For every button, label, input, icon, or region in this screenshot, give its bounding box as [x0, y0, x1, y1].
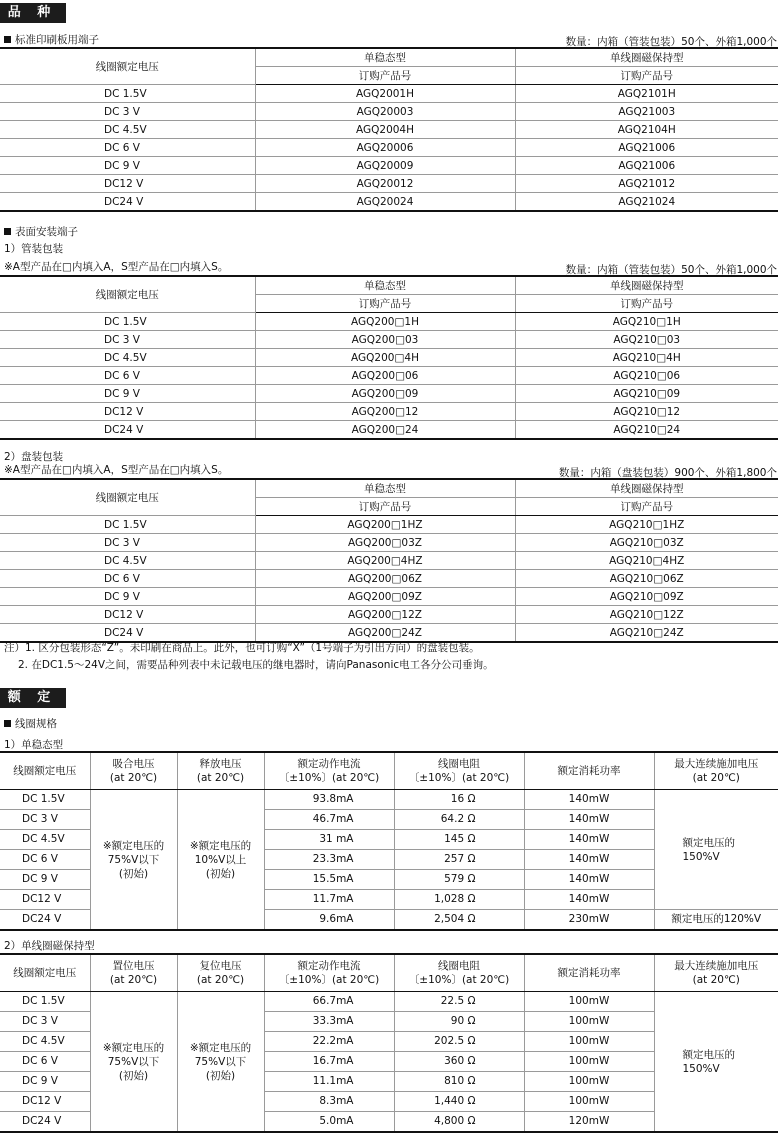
- current-cell: 46.7mA: [264, 810, 394, 830]
- table-row: [0, 175, 778, 193]
- power-cell: 140mW: [524, 830, 654, 850]
- table-row: [0, 570, 778, 588]
- header-text: 吸合电压: [112, 758, 155, 770]
- voltage-cell: DC12 V: [0, 606, 255, 624]
- single-order-cell: AGQ20012: [255, 175, 515, 193]
- current-cell: 16.7mA: [264, 1052, 394, 1072]
- single-order-cell: AGQ200□4H: [255, 349, 515, 367]
- power-cell: 100mW: [524, 1032, 654, 1052]
- resistance-cell: 145 Ω: [394, 830, 524, 850]
- dropout-voltage-cell-line: (初始): [205, 867, 236, 880]
- table-row: [0, 421, 778, 440]
- column-header: [394, 752, 524, 790]
- table-row: [0, 85, 778, 103]
- max-voltage-cell: [654, 790, 778, 910]
- current-cell: 11.7mA: [264, 890, 394, 910]
- power-cell: 140mW: [524, 790, 654, 810]
- quantity-note-3: 数量：内箱（盘装包装）900个、外箱1,800个: [558, 467, 777, 479]
- resistance-cell: 90 Ω: [394, 1012, 524, 1032]
- column-header: [0, 954, 90, 992]
- header-text: 额定消耗功率: [557, 765, 621, 777]
- resistance-cell: 1,028 Ω: [394, 890, 524, 910]
- current-cell: 15.5mA: [264, 870, 394, 890]
- resistance-cell: 64.2 Ω: [394, 810, 524, 830]
- power-cell: 140mW: [524, 890, 654, 910]
- voltage-cell: DC 3 V: [0, 103, 255, 121]
- table-row: [0, 588, 778, 606]
- resistance-cell: 202.5 Ω: [394, 1032, 524, 1052]
- single-order-cell: AGQ200□09: [255, 385, 515, 403]
- pickup-voltage-cell-line: (初始): [118, 1069, 149, 1082]
- tube-package-title: 1）管装包装: [4, 243, 64, 255]
- header-coil-voltage: 线圈额定电压: [0, 479, 255, 516]
- latch-order-cell: AGQ210□12Z: [515, 606, 778, 624]
- voltage-cell: DC 3 V: [0, 1012, 90, 1032]
- max-voltage-cell-line: 150%V: [682, 850, 720, 863]
- latch-order-cell: AGQ210□03Z: [515, 534, 778, 552]
- column-header: [0, 752, 90, 790]
- header-coil-voltage: 线圈额定电压: [0, 276, 255, 313]
- pickup-voltage-cell-line: ※额定电压的: [102, 839, 165, 852]
- header-text: (at 20℃): [109, 974, 158, 986]
- pickup-voltage-cell-line: 75%V以下: [107, 1055, 160, 1068]
- latch-order-cell: AGQ21003: [515, 103, 778, 121]
- section-title-ratings: 额 定: [0, 688, 64, 708]
- latch-order-cell: AGQ210□24Z: [515, 624, 778, 643]
- header-latching: 单线圈磁保持型: [515, 276, 778, 295]
- header-text: 置位电压: [112, 960, 155, 972]
- header-latching: 单线圈磁保持型: [515, 48, 778, 67]
- single-order-cell: AGQ200□12Z: [255, 606, 515, 624]
- latch-order-cell: AGQ21006: [515, 157, 778, 175]
- section-title-varieties: 品 种: [0, 3, 64, 23]
- voltage-cell: DC 1.5V: [0, 313, 255, 331]
- table-row: [0, 552, 778, 570]
- voltage-cell: DC24 V: [104, 423, 144, 436]
- header-text: 线圈电阻: [438, 960, 480, 972]
- header-order-no: 订购产品号: [515, 295, 778, 313]
- resistance-cell: 1,440 Ω: [394, 1092, 524, 1112]
- header-text: (at 20℃): [692, 974, 740, 986]
- latch-order-cell: AGQ210□1HZ: [515, 516, 778, 534]
- table-row: [0, 139, 778, 157]
- header-text: (at 20℃): [196, 772, 245, 784]
- resistance-cell: 16 Ω: [394, 790, 524, 810]
- quantity-note-2: 数量：内箱（管装包装）50个、外箱1,000个: [565, 264, 777, 276]
- table-row: [0, 606, 778, 624]
- column-header: [394, 954, 524, 992]
- latch-order-cell: AGQ210□06Z: [515, 570, 778, 588]
- latch-order-cell: AGQ210□09: [515, 385, 778, 403]
- power-cell: 140mW: [524, 810, 654, 830]
- max-voltage-cell-line: 150%V: [682, 1062, 720, 1075]
- header-single-stable: 单稳态型: [255, 276, 515, 295]
- column-header: [524, 954, 654, 992]
- max-voltage-cell: 额定电压的120%V: [654, 910, 778, 931]
- current-cell: 9.6mA: [264, 910, 394, 931]
- resistance-cell: 2,504 Ω: [394, 910, 524, 931]
- single-order-cell: AGQ2001H: [255, 85, 515, 103]
- header-text: 〔±10%〕(at 20℃): [408, 974, 510, 986]
- single-order-cell: AGQ20006: [255, 139, 515, 157]
- pickup-voltage-cell: [90, 992, 177, 1133]
- voltage-cell: DC24 V: [22, 1115, 62, 1127]
- power-cell: 100mW: [524, 1012, 654, 1032]
- reel-package-title: 2）盘装包装: [4, 451, 64, 463]
- pickup-voltage-cell-line: ※额定电压的: [102, 1041, 165, 1054]
- subtitle-smt-terminal: 表面安装端子: [4, 224, 78, 239]
- voltage-cell: DC 6 V: [0, 367, 255, 385]
- header-order-no: 订购产品号: [515, 498, 778, 516]
- voltage-cell: DC 4.5V: [0, 830, 90, 850]
- voltage-cell: DC 9 V: [0, 385, 255, 403]
- table-row: [0, 385, 778, 403]
- current-cell: 22.2mA: [264, 1032, 394, 1052]
- voltage-cell: DC12 V: [0, 890, 90, 910]
- current-cell: 93.8mA: [264, 790, 394, 810]
- column-header: [90, 752, 177, 790]
- current-cell: 23.3mA: [264, 850, 394, 870]
- power-cell: 100mW: [524, 1052, 654, 1072]
- header-text: 额定消耗功率: [557, 967, 621, 979]
- header-order-no: 订购产品号: [255, 67, 515, 85]
- power-cell: 140mW: [524, 870, 654, 890]
- latch-order-cell: AGQ210□09Z: [515, 588, 778, 606]
- table-row: [0, 103, 778, 121]
- power-cell: 100mW: [524, 1072, 654, 1092]
- resistance-cell: 22.5 Ω: [394, 992, 524, 1012]
- footnote-2: 2. 在DC1.5～24V之间，需要品种列表中未记载电压的继电器时，请向Panasonic电工各分公司垂询。: [18, 659, 494, 671]
- latch-order-cell: AGQ2101H: [515, 85, 778, 103]
- column-header: [524, 752, 654, 790]
- voltage-cell: DC 3 V: [0, 810, 90, 830]
- voltage-cell: DC 1.5V: [0, 516, 255, 534]
- footnote-1: 注）1. 区分包装形态“Z”。未印刷在商品上。此外，也可订购“X”（1号端子为引出方向）的盘装包装。: [4, 642, 480, 654]
- current-cell: 33.3mA: [264, 1012, 394, 1032]
- single-order-cell: AGQ200□06: [255, 367, 515, 385]
- tube-package-note: ※A型产品在□内填入A，S型产品在□内填入S。: [4, 261, 229, 273]
- voltage-cell: DC 4.5V: [0, 349, 255, 367]
- latch-order-cell: AGQ21006: [515, 139, 778, 157]
- subtitle-pcb-terminal: 标准印刷板用端子: [4, 32, 99, 47]
- voltage-cell: DC24 V: [22, 913, 62, 925]
- max-voltage-cell: [654, 992, 778, 1133]
- latch-order-cell: AGQ21024: [515, 193, 778, 212]
- header-text: (at 20℃): [692, 772, 740, 784]
- header-text: 〔±10%〕(at 20℃): [408, 772, 510, 784]
- table-latching-coil: [0, 953, 778, 1133]
- voltage-cell: DC24 V: [104, 195, 144, 208]
- dropout-voltage-cell-line: (初始): [205, 1069, 236, 1082]
- header-text: 复位电压: [199, 960, 242, 972]
- single-stable-title: 1）单稳态型: [4, 739, 64, 751]
- pickup-voltage-cell-line: 75%V以下: [107, 853, 160, 866]
- max-voltage-cell-line: 额定电压的: [682, 836, 735, 849]
- voltage-cell: DC 1.5V: [0, 992, 90, 1012]
- table-single-stable-coil: [0, 751, 778, 931]
- latch-order-cell: AGQ210□06: [515, 367, 778, 385]
- voltage-cell: DC 4.5V: [0, 121, 255, 139]
- table-row: [0, 992, 778, 1012]
- header-text: 最大连续施加电压: [674, 960, 759, 972]
- header-text: 〔±10%〕(at 20℃): [278, 772, 380, 784]
- power-cell: 120mW: [524, 1112, 654, 1133]
- header-text: 线圈电阻: [438, 758, 480, 770]
- resistance-cell: 360 Ω: [394, 1052, 524, 1072]
- table-row: [0, 313, 778, 331]
- table-row: [0, 367, 778, 385]
- voltage-cell: DC 9 V: [0, 1072, 90, 1092]
- latch-order-cell: AGQ210□12: [515, 403, 778, 421]
- voltage-cell: DC 6 V: [0, 139, 255, 157]
- voltage-cell: DC12 V: [0, 1092, 90, 1112]
- voltage-cell: DC 9 V: [0, 870, 90, 890]
- single-order-cell: AGQ20009: [255, 157, 515, 175]
- table-row: [0, 516, 778, 534]
- table-row: [0, 331, 778, 349]
- single-order-cell: AGQ200□09Z: [255, 588, 515, 606]
- subtitle-coil-spec: 线圈规格: [4, 716, 57, 731]
- header-text: 最大连续施加电压: [674, 758, 759, 770]
- header-text: 额定动作电流: [297, 960, 361, 972]
- current-cell: 66.7mA: [264, 992, 394, 1012]
- header-text: 额定动作电流: [297, 758, 361, 770]
- column-header: [264, 954, 394, 992]
- latch-order-cell: AGQ210□24: [515, 421, 778, 440]
- pickup-voltage-cell: [90, 790, 177, 931]
- voltage-cell: DC12 V: [0, 403, 255, 421]
- table-tube-package: [0, 275, 778, 440]
- table-pcb-terminal: [0, 47, 778, 212]
- header-coil-voltage: 线圈额定电压: [0, 48, 255, 85]
- latch-order-cell: AGQ210□03: [515, 331, 778, 349]
- single-order-cell: AGQ200□12: [255, 403, 515, 421]
- table-row: [0, 121, 778, 139]
- power-cell: 140mW: [524, 850, 654, 870]
- voltage-cell: DC 1.5V: [0, 790, 90, 810]
- header-text: 〔±10%〕(at 20℃): [278, 974, 380, 986]
- power-cell: 230mW: [524, 910, 654, 931]
- single-order-cell: AGQ20024: [255, 193, 515, 212]
- table-row: [0, 157, 778, 175]
- dropout-voltage-cell-line: 75%V以下: [194, 1055, 247, 1068]
- table-row: [0, 790, 778, 810]
- voltage-cell: DC 3 V: [0, 331, 255, 349]
- current-cell: 11.1mA: [264, 1072, 394, 1092]
- voltage-cell: DC 4.5V: [0, 1032, 90, 1052]
- column-header: [177, 752, 264, 790]
- single-order-cell: AGQ200□24Z: [255, 624, 515, 643]
- voltage-cell: DC12 V: [0, 175, 255, 193]
- single-order-cell: AGQ200□06Z: [255, 570, 515, 588]
- power-cell: 100mW: [524, 992, 654, 1012]
- header-single-stable: 单稳态型: [255, 48, 515, 67]
- column-header: [177, 954, 264, 992]
- header-order-no: 订购产品号: [255, 295, 515, 313]
- header-text: 线圈额定电压: [13, 765, 77, 777]
- voltage-cell: DC 6 V: [0, 850, 90, 870]
- current-cell: 8.3mA: [264, 1092, 394, 1112]
- voltage-cell: DC 9 V: [0, 157, 255, 175]
- single-order-cell: AGQ200□4HZ: [255, 552, 515, 570]
- dropout-voltage-cell: [177, 790, 264, 931]
- header-order-no: 订购产品号: [255, 498, 515, 516]
- max-voltage-cell-line: 额定电压的: [682, 1048, 735, 1061]
- latch-order-cell: AGQ21012: [515, 175, 778, 193]
- voltage-cell: DC 9 V: [0, 588, 255, 606]
- resistance-cell: 579 Ω: [394, 870, 524, 890]
- voltage-cell: DC 6 V: [0, 570, 255, 588]
- dropout-voltage-cell-line: ※额定电压的: [189, 839, 252, 852]
- table-row: [0, 534, 778, 552]
- latching-title: 2）单线圈磁保持型: [4, 940, 95, 952]
- single-order-cell: AGQ200□03: [255, 331, 515, 349]
- header-order-no: 订购产品号: [515, 67, 778, 85]
- single-order-cell: AGQ200□1HZ: [255, 516, 515, 534]
- header-text: (at 20℃): [109, 772, 158, 784]
- latch-order-cell: AGQ210□1H: [515, 313, 778, 331]
- single-order-cell: AGQ20003: [255, 103, 515, 121]
- voltage-cell: DC 3 V: [0, 534, 255, 552]
- latch-order-cell: AGQ210□4HZ: [515, 552, 778, 570]
- column-header: [90, 954, 177, 992]
- header-text: 线圈额定电压: [13, 967, 77, 979]
- single-order-cell: AGQ2004H: [255, 121, 515, 139]
- table-row: [0, 403, 778, 421]
- current-cell: 31 mA: [264, 830, 394, 850]
- power-cell: 100mW: [524, 1092, 654, 1112]
- current-cell: 5.0mA: [264, 1112, 394, 1133]
- quantity-note-1: 数量：内箱（管装包装）50个、外箱1,000个: [565, 36, 777, 48]
- dropout-voltage-cell-line: ※额定电压的: [189, 1041, 252, 1054]
- voltage-cell: DC 6 V: [0, 1052, 90, 1072]
- pickup-voltage-cell-line: (初始): [118, 867, 149, 880]
- table-row: [0, 193, 778, 212]
- column-header: [264, 752, 394, 790]
- resistance-cell: 4,800 Ω: [394, 1112, 524, 1133]
- resistance-cell: 810 Ω: [394, 1072, 524, 1092]
- reel-package-note: ※A型产品在□内填入A，S型产品在□内填入S。: [4, 464, 229, 476]
- dropout-voltage-cell-line: 10%V以上: [194, 853, 247, 866]
- column-header: [654, 752, 778, 790]
- voltage-cell: DC24 V: [104, 626, 144, 639]
- voltage-cell: DC 4.5V: [0, 552, 255, 570]
- single-order-cell: AGQ200□24: [255, 421, 515, 440]
- table-row: [0, 349, 778, 367]
- header-text: (at 20℃): [196, 974, 245, 986]
- single-order-cell: AGQ200□03Z: [255, 534, 515, 552]
- table-reel-package: [0, 478, 778, 643]
- column-header: [654, 954, 778, 992]
- resistance-cell: 257 Ω: [394, 850, 524, 870]
- dropout-voltage-cell: [177, 992, 264, 1133]
- header-latching: 单线圈磁保持型: [515, 479, 778, 498]
- latch-order-cell: AGQ210□4H: [515, 349, 778, 367]
- latch-order-cell: AGQ2104H: [515, 121, 778, 139]
- single-order-cell: AGQ200□1H: [255, 313, 515, 331]
- voltage-cell: DC 1.5V: [0, 85, 255, 103]
- header-text: 释放电压: [199, 758, 242, 770]
- header-single-stable: 单稳态型: [255, 479, 515, 498]
